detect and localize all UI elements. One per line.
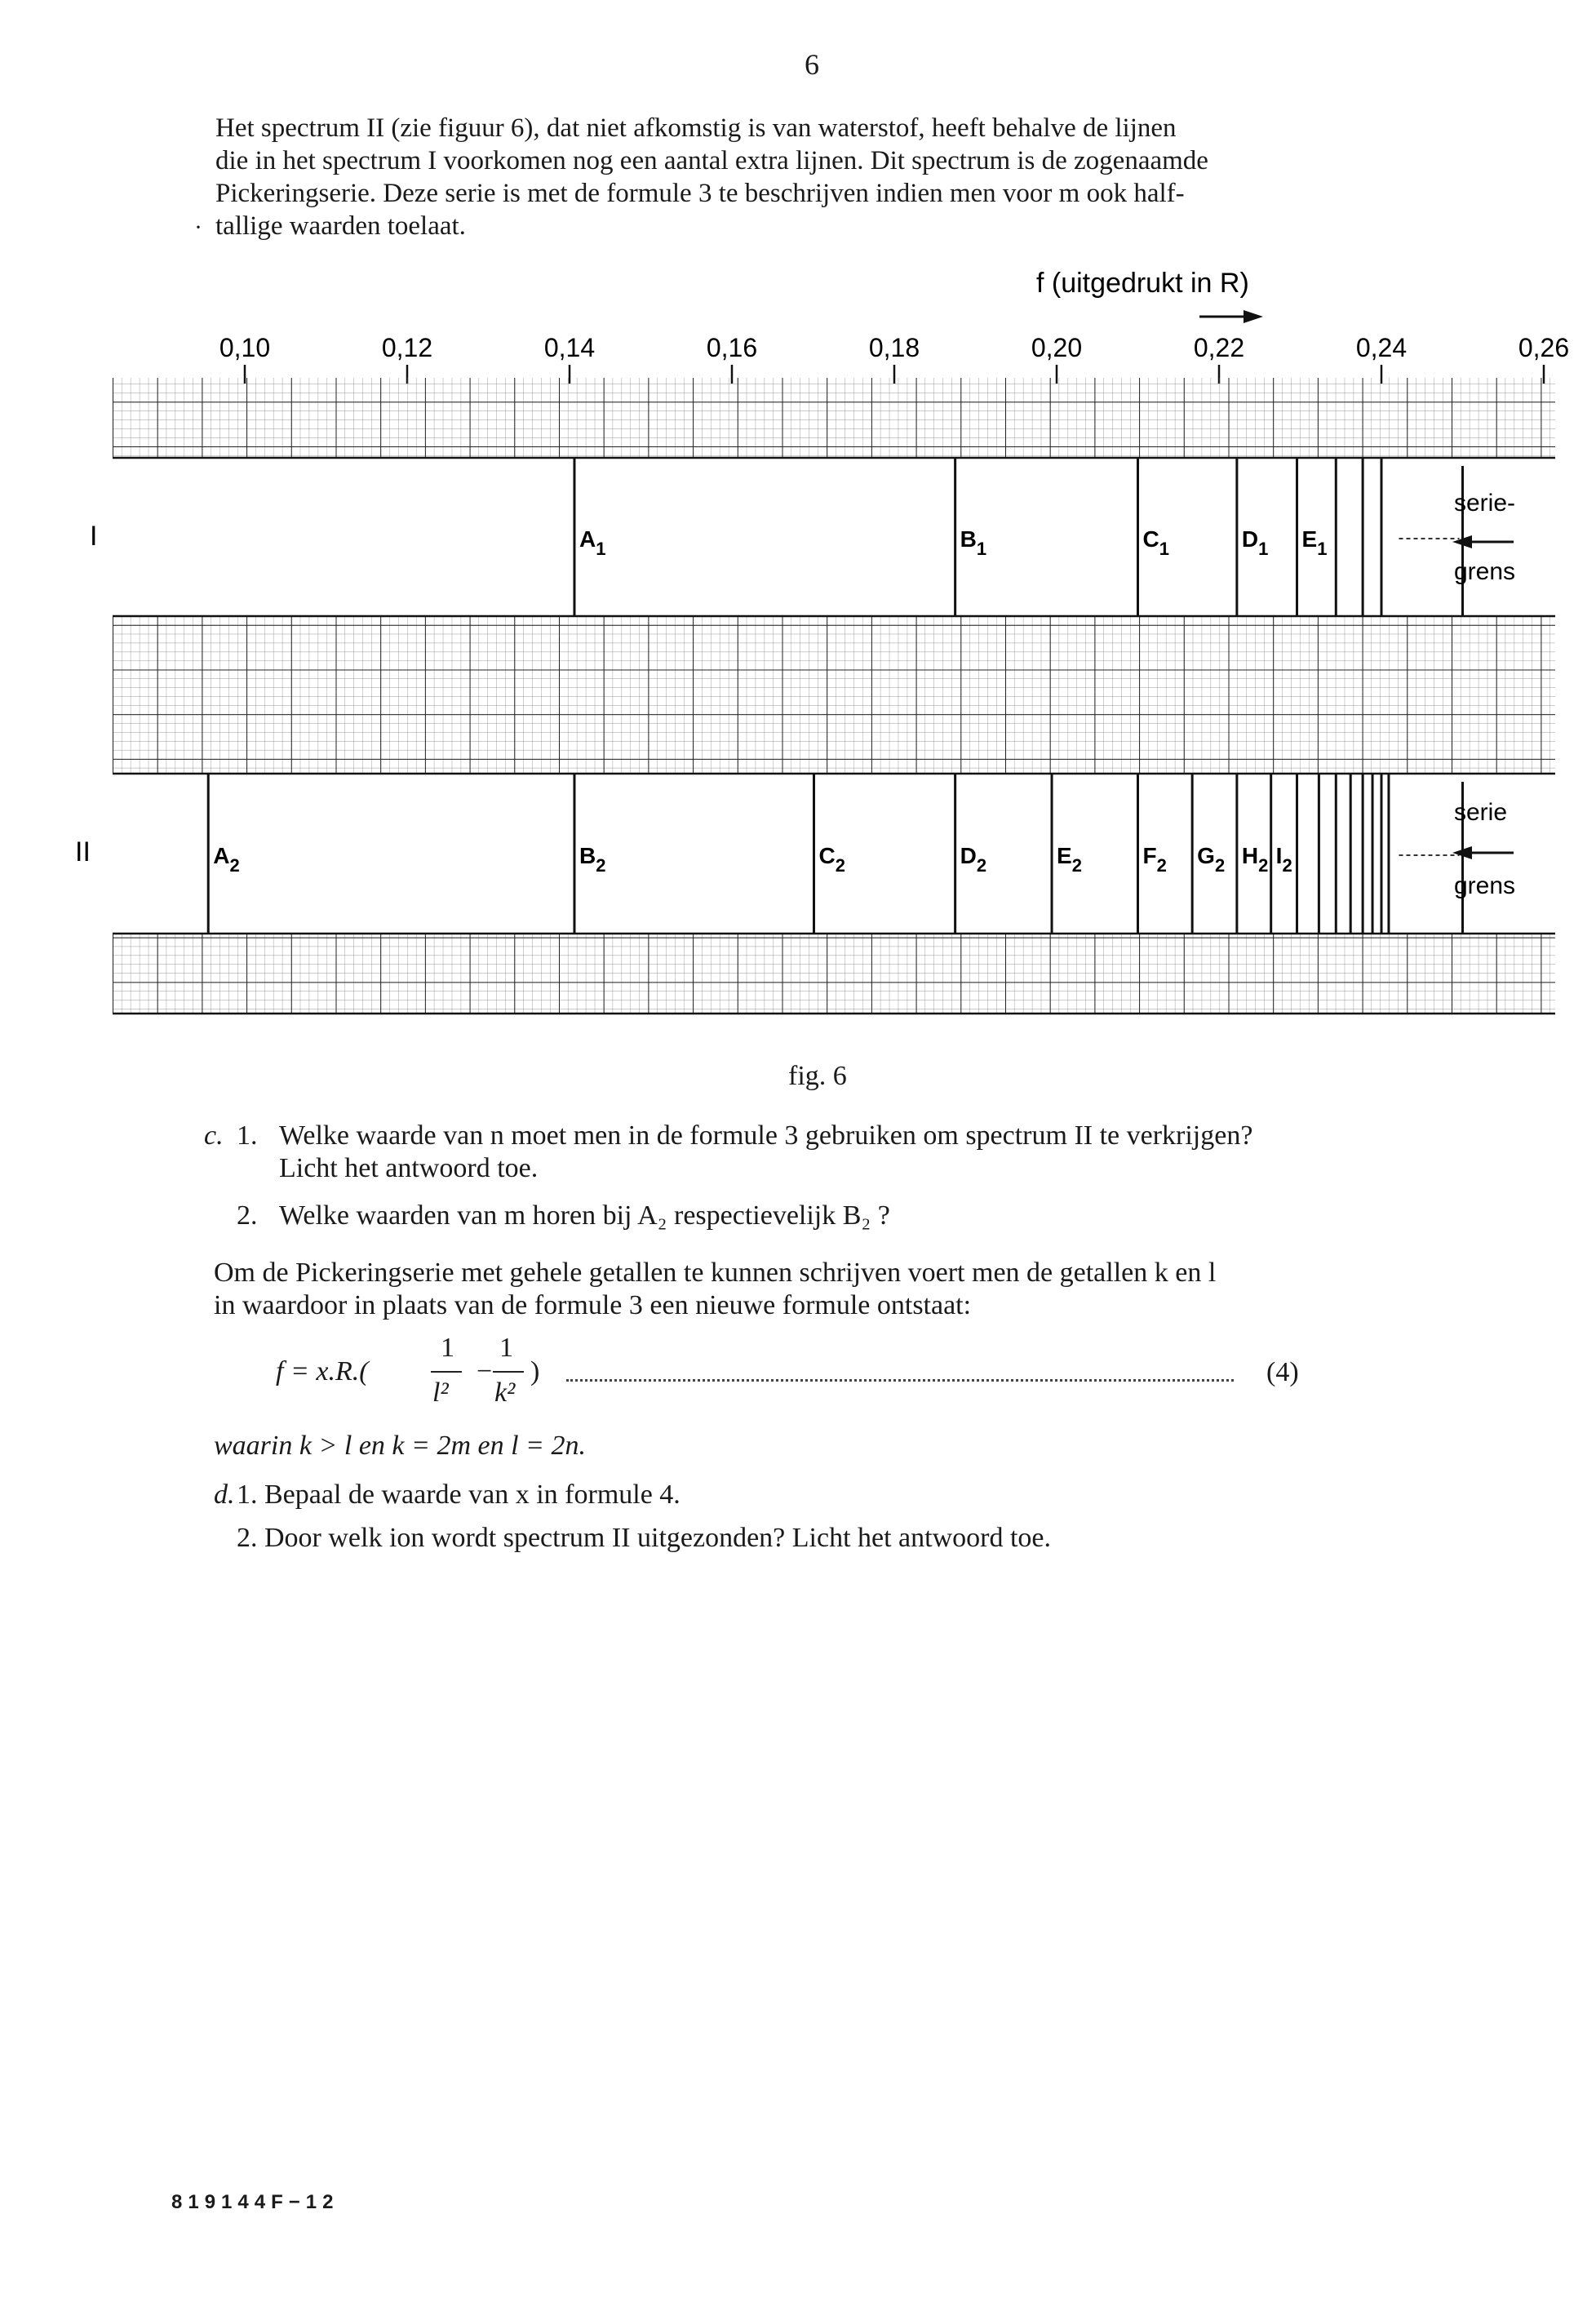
axis-tick-label: 0,26 [1518,333,1570,362]
question-c2-number: 2. [237,1200,258,1231]
axis-tick-label: 0,12 [381,333,433,362]
intro-line-2: die in het spectrum I voorkomen nog een aantal extra lijnen. Dit spectrum is de zogenaamde [215,146,1208,175]
question-d2-text: 2. Door welk ion wordt spectrum II uitgezonden? Licht het antwoord toe. [237,1523,1052,1553]
formula-denominator-2: k² [494,1378,516,1408]
spectrum-I-limit-label-bottom: grens [1454,558,1516,585]
axis-tick-label: 0,24 [1355,333,1408,362]
spectrum-II-label: II [75,836,91,867]
formula-denominator-1: l² [432,1378,449,1408]
axis-tick-label: 0,10 [219,333,271,362]
spectral-line-label: $E_1$ [1301,526,1328,559]
intro-line-3: Pickeringserie. Deze serie is met de formule 3 te beschrijven indien men voor m ook half- [215,179,1185,208]
axis-tick-labels [219,333,1569,384]
pickering-line-1: Om de Pickeringserie met gehele getallen te kunnen schrijven voert men de getallen k en l [214,1258,1217,1288]
spectral-line-label: $C_2$ [818,843,845,876]
axis-tick-label: 0,14 [543,333,596,362]
formula-number: (4) [1266,1357,1299,1387]
axis-tick-label: 0,16 [706,333,758,362]
axis-tick-label: 0,22 [1193,333,1245,362]
formula-close: ) [530,1356,540,1386]
grid-strip-middle-major [113,616,1555,774]
spectral-line-label: $F_2$ [1142,843,1167,876]
question-d1-text: 1. Bepaal de waarde van x in formule 4. [237,1480,681,1510]
spectrum-II-lines [208,774,1462,934]
axis-tick-label: 0,20 [1031,333,1083,362]
fraction-bar [493,1371,524,1373]
footer-document-code: 819144F−12 [171,2191,339,2213]
spectrum-I-limit-label-top: serie- [1454,490,1516,517]
question-c-letter: c. [204,1120,224,1151]
figure-caption: fig. 6 [788,1061,847,1091]
spectral-line-label: $G_2$ [1197,843,1226,876]
pickering-line-2: in waardoor in plaats van de formule 3 een nieuwe formule ontstaat: [214,1290,972,1320]
formula-numerator-2: 1 [499,1333,513,1363]
spectrum-I-lines [574,458,1463,616]
spectral-line-label: $D_2$ [960,843,987,876]
fraction-bar [431,1371,462,1373]
spectral-line-label: $A_1$ [579,526,606,559]
spectral-line-label: $I_2$ [1275,843,1292,876]
question-d-letter: d. [214,1480,235,1510]
grid-strip-bottom-major [113,934,1555,1014]
formula-numerator-1: 1 [441,1333,454,1363]
formula-lhs: f = x.R.( [276,1356,369,1386]
spectral-line-label: $B_1$ [960,526,987,559]
spectral-line-label: $A_2$ [213,843,240,876]
axis-arrow-icon [1199,310,1263,323]
question-c2-text: Welke waarden van m horen bij A₂ respectievelijk B₂ ? [279,1200,890,1231]
spectrum-I-label: I [90,521,98,552]
question-c1-text: Welke waarde van n moet men in de formule 3 gebruiken om spectrum II te verkrijgen? [279,1120,1253,1151]
margin-dot: · [194,214,202,241]
page-number: 6 [805,48,819,81]
spectrum-II-limit-label-bottom: grens [1454,872,1516,899]
question-c1-number: 1. [237,1120,258,1151]
grid-strip-top-major [113,378,1555,458]
question-c1-text-2: Licht het antwoord toe. [279,1153,539,1183]
spectral-line-label: $H_2$ [1241,843,1269,876]
spectrum-figure [0,0,1596,1053]
intro-line-4: tallige waarden toelaat. [215,211,466,241]
formula-leader-dots [566,1379,1234,1382]
spectral-line-label: $E_2$ [1057,843,1082,876]
axis-title: f (uitgedrukt in R) [1036,268,1249,299]
spectral-line-label: $D_1$ [1241,526,1269,559]
intro-line-1: Het spectrum II (zie figuur 6), dat niet afkomstig is van waterstof, heeft behalve de lijnen [215,113,1177,143]
formula-minus: − [477,1356,493,1386]
formula-condition: waarin k > l en k = 2m en l = 2n. [214,1431,586,1461]
spectral-line-label: $C_1$ [1142,526,1169,559]
spectral-line-label: $B_2$ [579,843,606,876]
axis-tick-label: 0,18 [868,333,920,362]
spectrum-II-limit-label-top: serie [1454,799,1508,826]
